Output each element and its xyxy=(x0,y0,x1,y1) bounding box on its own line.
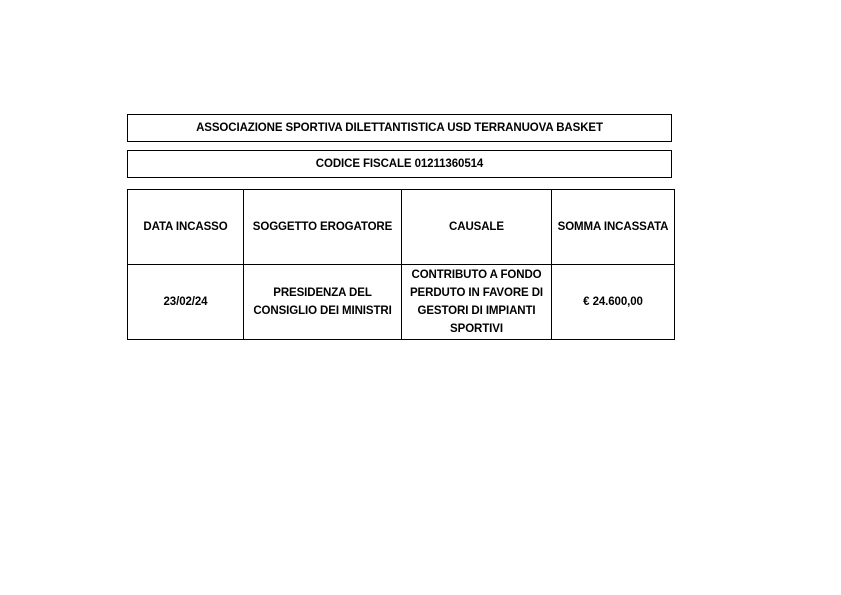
association-name: ASSOCIAZIONE SPORTIVA DILETTANTISTICA USD TERRANUOVA BASKET xyxy=(127,114,672,142)
cell-provider: PRESIDENZA DEL CONSIGLIO DEI MINISTRI xyxy=(244,265,402,340)
header-provider: SOGGETTO EROGATORE xyxy=(244,190,402,265)
cell-reason: CONTRIBUTO A FONDO PERDUTO IN FAVORE DI GESTORI DI IMPIANTI SPORTIVI xyxy=(402,265,552,340)
fiscal-code: CODICE FISCALE 01211360514 xyxy=(127,150,672,178)
income-table xyxy=(127,189,675,340)
table-header-row xyxy=(128,190,675,265)
table-row xyxy=(128,265,675,340)
cell-amount: € 24.600,00 xyxy=(552,265,675,340)
header-amount: SOMMA INCASSATA xyxy=(552,190,675,265)
header-reason: CAUSALE xyxy=(402,190,552,265)
cell-date: 23/02/24 xyxy=(128,265,244,340)
header-date: DATA INCASSO xyxy=(128,190,244,265)
